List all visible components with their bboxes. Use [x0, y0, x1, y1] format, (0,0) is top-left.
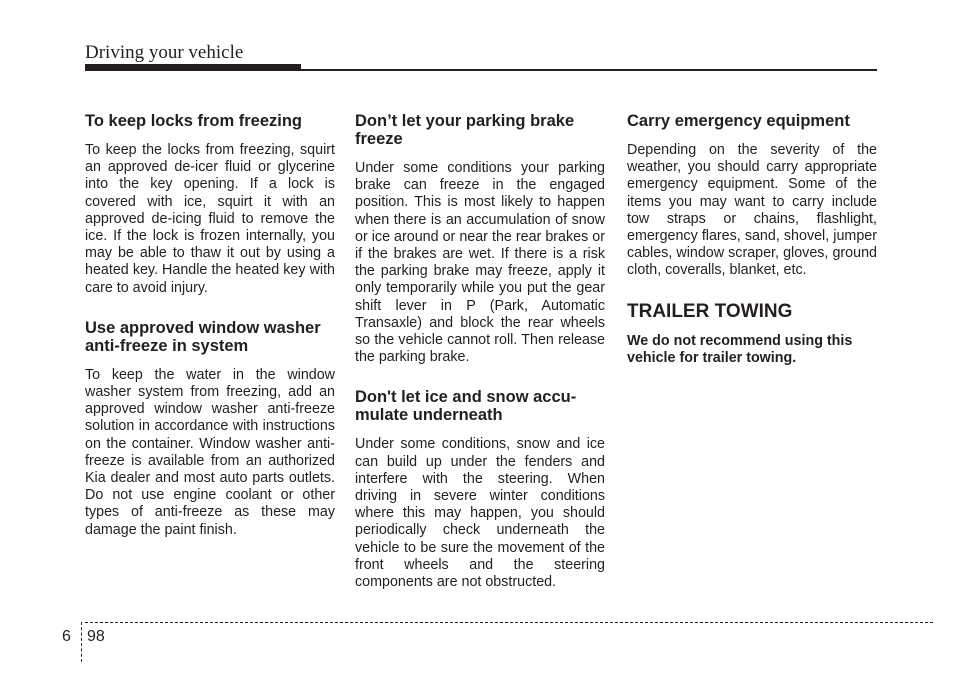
section-trailer-towing [627, 302, 877, 367]
header-rule-thick [85, 64, 301, 71]
footer-divider [81, 622, 82, 662]
section-body: To keep the locks from freezing, squirt an approved de-icer fluid or glycerine into the key opening. If a lock is covered with ice, squirt it with an approved de-icing fluid to remove the ice. If the lock is frozen internally, you may be able to thaw it out by using a heated key. Handle the heated key with care to avoid injury. [85, 142, 335, 296]
column-middle [355, 112, 605, 613]
column-left [85, 112, 335, 561]
section-heading: To keep locks from freezing [85, 112, 302, 130]
trailer-towing-heading: TRAILER TOWING [627, 300, 793, 322]
section-heading: Don't let ice and snow accumulate underneath [355, 388, 577, 425]
section-emergency-equipment [627, 112, 877, 280]
section-heading: Carry emergency equipment [627, 112, 850, 130]
section-parking-brake [355, 112, 605, 366]
trailer-towing-body: We do not recommend using this vehicle for trailer towing. [627, 332, 853, 366]
section-ice-snow [355, 388, 605, 591]
page-number: 98 [87, 628, 105, 645]
section-heading: Don’t let your parking brake freeze [355, 112, 575, 148]
footer-rule [85, 622, 933, 623]
section-body: To keep the water in the window washer system from freezing, add an approved window washer anti-freeze solution in accordance with instructions on the container. Window washer anti-freeze is available from an authorized Kia dealer and most auto parts outlets. Do not use engine coolant or other types of anti-freeze as these may damage the paint finish. [85, 366, 335, 538]
section-heading: Use approved window washer anti-freeze in system [85, 318, 321, 355]
section-body: Under some conditions your parking brake can freeze in the engaged position. This is most likely to happen when there is an accumulation of snow or ice around or near the rear brakes or if the brakes are wet. If there is a risk the parking brake may freeze, apply it only temporarily while you put the gear shift lever in P (Park, Automatic Transaxle) and block the rear wheels so the vehicle cannot roll. Then release the parking brake. [355, 160, 605, 366]
section-body: Depending on the severity of the weather, you should carry appropriate emergency equipment. Some of the items you may want to carry include tow straps or chains, flashlight, emergency flares, sand, shovel, jumper cables, window scraper, gloves, ground cloth, coveralls, blanket, etc. [627, 142, 877, 279]
section-washer-antifreeze [85, 319, 335, 539]
section-locks-freezing [85, 112, 335, 297]
header-rule-thin [301, 69, 877, 71]
column-right [627, 112, 877, 389]
section-body: Under some conditions, snow and ice can build up under the fenders and interfere with the steering. When driving in severe winter conditions where this may happen, you should periodically check underneath the vehicle to be sure the movement of the front wheels and the steering components are not obstructed. [355, 436, 605, 591]
page-header-title: Driving your vehicle [85, 42, 244, 63]
chapter-number: 6 [62, 628, 71, 645]
